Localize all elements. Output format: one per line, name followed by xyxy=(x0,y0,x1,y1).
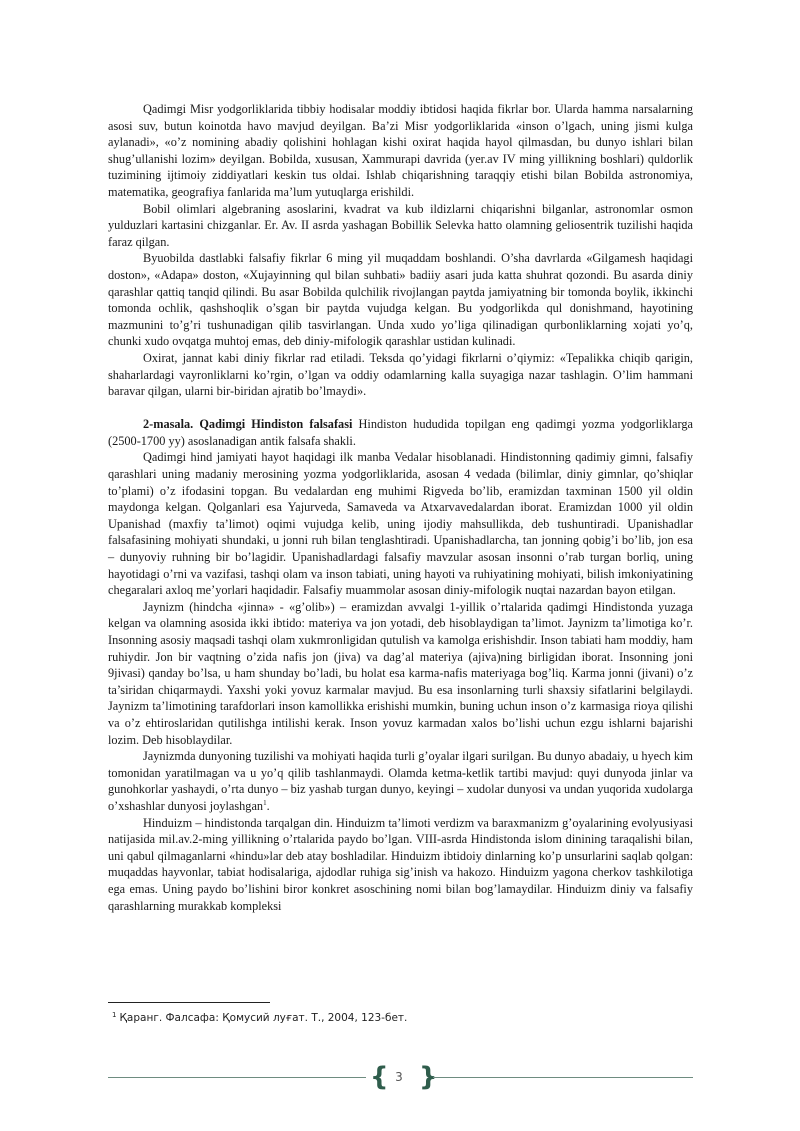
paragraph: Byuobilda dastlabki falsafiy fikrlar 6 ming yil muqaddam boshlandi. O’sha davrlarda «Gilgamesh haqidagi doston», «Adapa» doston, «Xujayinning qul bilan suhbati» badiiy asari juda katta shuhrat qozondi. Bu asarda diniy qarashlar qattiq tanqid qilindi. Bu asar Bobilda qulchilik rivojlangan paytda jamiyatning bir tomonda boylik, ikkinchi tomonda ochlik, qashshoqlik o’sgan bir paytda vujudga kelgan. Bu yodgorlikda qul donishmand, hayotining mazmunini to’g’ri tushunadigan qilib tasvirlangan. Unda xudo yo’liga qilinadigan qurbonliklarning xojati yo’q, chunki xudo ovqatga muhtoj emas, deb diniy-mifologik qarashlar ustidan kulinadi. xyxy=(108,251,693,349)
footnote-marker: 1 xyxy=(112,1010,117,1019)
footnote-text: Қаранг. Фалсафа: Қомусий луғат. Т., 2004, 123-бет. xyxy=(119,1012,408,1024)
section-paragraph xyxy=(108,416,693,449)
footer-brace-right: } xyxy=(419,1062,438,1092)
footnote-ref[interactable]: 1 xyxy=(263,798,267,807)
footer-rule-right xyxy=(433,1077,693,1078)
paragraph: Oxirat, jannat kabi diniy fikrlar rad etiladi. Teksda qo’yidagi fikrlarni o’qiymiz: «Tepalikka chiqib qarigin, shaharlardagi vayronliklarni ko’rgin, o’lgan va oddiy odamlarning kalla suyagiga nazar tashlagin. O’lim hammani baravar qilgan, ularni bir-biridan ajratib bo’lmaydi». xyxy=(108,350,693,399)
paragraph: Qadimgi Misr yodgorliklarida tibbiy hodisalar moddiy ibtidosi haqida fikrlar bor. Ularda hamma narsalarning asosi suv, butun koinotda havo mavjud deyilgan. Ba’zi Misr yodgorliklarida «inson o’lgach, uning jismi kulga aylanadi», «o’z nomining abadiy qolishini hohlagan kishi oxirat haqida hayol qilmasdan, bu dunyo ishlari bilan shug’ullanishi lozim» deyilgan. Bobilda, xususan, Xammurapi davrida (yer.av IV ming yillikning boshlari) quldorlik tuzimining ijtimoiy ziddiyatlari keskin tus oldai. Ishlab chiqarishning taraqqiy etishi bilan Bobilda astronomiya, matematika, geografiya fanlarida ma’lum yutuqlarga erishildi. xyxy=(108,102,693,199)
paragraph: Jaynizm (hindcha «jinna» - «g’olib») – eramizdan avvalgi 1-yillik o’rtalarida qadimgi Hindistonda yuzaga kelgan va olamning asosida ikki ibtido: materiya va jon yotadi, deb hisoblaydigan ta’limot. Jaynizm ta’limotiga ko’r. Insonning asosiy maqsadi tashqi olam xukmronligidan qutulish va kamolga erishishdir. Inson tabiati ham moddiy, ham ruhiydir. Jon bir vaqtning o’zida nafis jon (jiva) va dag’al materiya (ajiva)ning birligidan iborat. Insonning joni 9jivasi) qanday bo’lsa, u ham shunday bo’ladi, bu holat esa karma-nafis materiyaga bog’liq. Karma jonni (jivani) o’z ta’siridan chiqarmaydi. Yaxshi yoki yovuz karmalar mavjud. Bu esa insonlarning turli shaxsiy sifatlarini belgilaydi. Jaynizm ta’limotining tarafdorlari inson kamollikka erishishi mumkin, buning uchun inson o’z karmasiga rioya qilishi va o’z ehtiroslaridan qutilishga intilishi kerak. Inson yovuz karmadan xalos bo’lishi uchun ezgu ishlarni bajarishi lozim. Deb hisoblaydilar. xyxy=(108,599,693,747)
paragraph: Bobil olimlari algebraning asoslarini, kvadrat va kub ildizlarni chiqarishni bilganlar, astronomlar osmon yulduzlari kartasini chizganlar. Er. Av. II asrda yashagan Bobillik Selevka hatto olamning geliosentrik tuzilishi haqida faraz qilgan. xyxy=(108,201,693,249)
footnote xyxy=(112,1012,672,1024)
page-body xyxy=(108,101,693,914)
paragraph-text: Jaynizmda dunyoning tuzilishi va mohiyati haqida turli g’oyalar ilgari surilgan. Bu dunyo abadaiy, u hyech kim tomonidan yaratilmagan va u yo’q qilib tashlanmaydi. Olamda ketma-ketlik tartibi mavjud: quyi dunyoda jinlar va gunohkorlar yashaydi, o’rta dunyo – biz yashab turgan dunyo, keyingi – xudolar dunyosi va undan yuqorida xudolarga o’xshashlar dunyosi joylashgan xyxy=(108,749,693,813)
paragraph: Qadimgi hind jamiyati hayot haqidagi ilk manba Vedalar hisoblanadi. Hindistonning qadimiy gimni, falsafiy qarashlari uning madaniy merosining yozma yodgorliklarida, asosan 4 vedada (bilimlar, diniy gimnlar, qo’shiqlar to’plami) o’z ifodasini topgan. Bu vedalardan eng muhimi Rigveda bo’lib, eramizdan taxminan 1500 yil oldin maydonga kelgan. Qolganlari esa Yajurveda, Samaveda va Atxarvavedalardan iborat. Eramizdan 1000 yil oldin Upanishad (maxfiy ta’limot) oqimi vujudga kelib, uning ijodiy mahsullikda, deb tushuntiradi. Upanishadlar falsafasining mohiyati shundaki, u jonni ruh bilan tenglashtiradi. Upanishadlarcha, tan jonning qobig’i bo’lib, jon esa – dunyoviy ruhning bir bo’lagidir. Upanishadlardagi falsafiy mavzular asosan insonni o’rab turgan borliq, uning hayotidagi o’rni va vazifasi, tashqi olam va inson tabiati, uning hayoti va ruhiyatining mohiyati, bilish imkoniyatining chegaralari axloq me’yorlari haqidadir. Falsafiy muammolar asosan diniy-mifologik nuqtai nazardan bayon etilgan. xyxy=(108,450,693,598)
page-number: 3 xyxy=(395,1070,403,1084)
paragraph xyxy=(108,748,693,814)
footer-rule-left xyxy=(108,1077,366,1078)
footer-brace-left: { xyxy=(370,1062,389,1092)
section-heading: 2-masala. Qadimgi Hindiston falsafasi xyxy=(143,417,353,432)
footnote-separator xyxy=(108,1002,270,1003)
paragraph: Hinduizm – hindistonda tarqalgan din. Hinduizm ta’limoti verdizm va baraxmanizm g’oyalarining evolyusiyasi natijasida mil.av.2-ming yillikning o’rtalarida paydo bo’lgan. VIII-asrda Hindistonda islom dinining taraqalishi bilan, uni qabul qilmaganlarni «hindu»lar deb atay boshladilar. Hinduizm ibtidoiy dinlarning ko’p unsurlarini saqlab qolgan: muqaddas hayvonlar, tabiat hodisalariga, ajdodlar ruhiga sig’inish va hakozo. Hinduizm yagona cherkov tashkilotiga ega emas. Uning paydo bo’lishini biror konkret asoschining nomi bilan bog’lamaydilar. Hinduizm diniy va falsafiy qarashlarning murakkab kompleksi xyxy=(108,815,693,913)
paragraph-end: . xyxy=(266,798,270,813)
page-footer xyxy=(108,1060,693,1094)
section-intro-text: Hindiston hududida topilgan eng qadimgi yozma yodgorliklarga (2500-1700 yy) asoslanadigan antik falsafa shakli. xyxy=(108,417,693,448)
